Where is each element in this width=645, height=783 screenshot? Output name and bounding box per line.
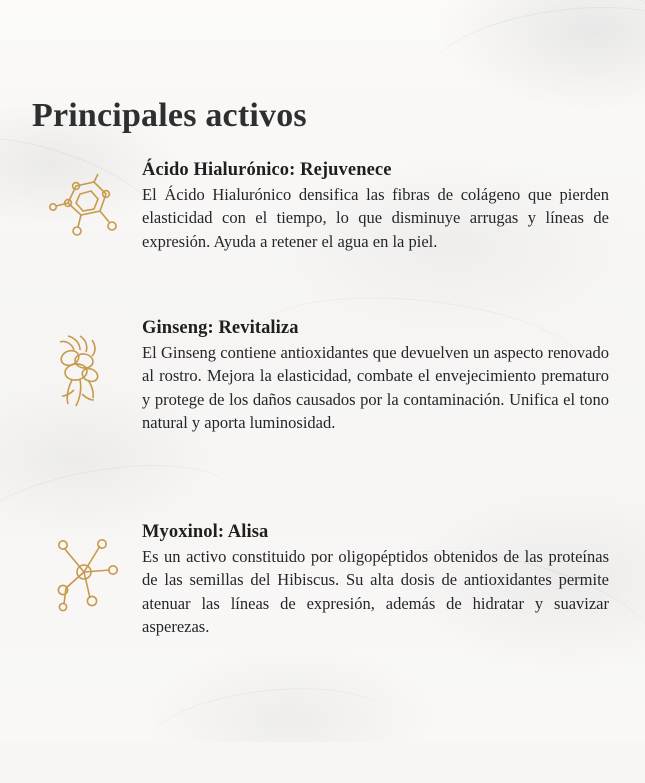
ingredient-section [32, 318, 617, 435]
ingredient-text [142, 522, 617, 639]
ingredient-heading: Ginseng: Revitaliza [142, 318, 299, 338]
ginseng-root-icon [32, 318, 142, 420]
molecule-hexagon-icon [32, 160, 142, 248]
ingredient-text [142, 160, 617, 253]
ingredient-text [142, 318, 617, 435]
peptide-node-icon [32, 522, 142, 618]
ingredient-body: Es un activo constituido por oligopéptidos obtenidos de las proteínas de las semillas del Hibiscus. Su alta dosis de antioxidantes permite atenuar las líneas de expresión, además de hidratar y suavizar asperezas. [142, 547, 609, 637]
page-title: Principales activos [32, 96, 307, 134]
ingredient-section [32, 160, 617, 253]
ingredient-body: El Ácido Hialurónico densifica las fibras de colágeno que pierden elasticidad con el tiempo, lo que disminuye arrugas y líneas de expresión. Ayuda a retener el agua en la piel. [142, 185, 609, 251]
ingredient-heading: Myoxinol: Alisa [142, 522, 269, 542]
marble-vein [425, 0, 645, 119]
ingredient-body: El Ginseng contiene antioxidantes que devuelven un aspecto renovado al rostro. Mejora la elasticidad, combate el envejecimiento prematuro y protege de los daños causados por la contaminación. Unifica el tono natural y aporta luminosidad. [142, 343, 609, 433]
marble-vein [371, 0, 645, 111]
ingredient-section [32, 522, 617, 639]
marble-vein [146, 678, 393, 783]
ingredient-heading: Ácido Hialurónico: Rejuvenece [142, 160, 392, 180]
